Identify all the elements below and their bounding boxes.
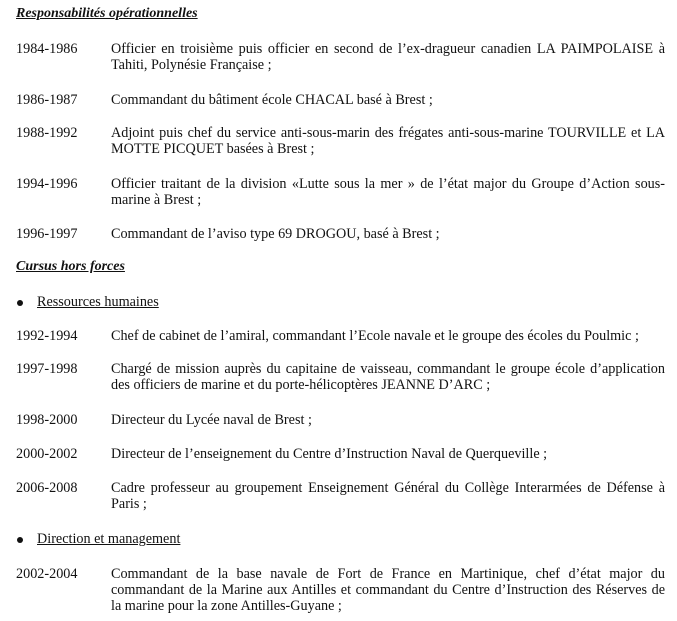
entry-years: 1988-1992 — [16, 125, 78, 141]
entry-description: Cadre professeur au groupement Enseignement Général du Collège Interarmées de Défense à Paris ; — [111, 480, 665, 512]
bullet-icon — [17, 537, 23, 543]
entry-years: 1984-1986 — [16, 41, 78, 57]
list-item — [16, 41, 665, 73]
entry-description: Commandant de l’aviso type 69 DROGOU, basé à Brest ; — [111, 226, 440, 242]
entry-description: Adjoint puis chef du service anti-sous-marin des frégates anti-sous-marine TOURVILLE et LA MOTTE PICQUET basées à Brest ; — [111, 125, 665, 157]
entry-years: 1998-2000 — [16, 412, 78, 428]
entry-years: 1986-1987 — [16, 92, 78, 108]
entry-years: 2006-2008 — [16, 480, 78, 496]
entry-description: Chef de cabinet de l’amiral, commandant l’Ecole navale et le groupe des écoles du Poulmic ; — [111, 328, 639, 344]
entry-description: Officier en troisième puis officier en second de l’ex-dragueur canadien LA PAIMPOLAISE à Tahiti, Polynésie Française ; — [111, 41, 665, 73]
entry-description: Chargé de mission auprès du capitaine de vaisseau, commandant le groupe école d’application des officiers de marine et du porte-hélicoptères JEANNE D’ARC ; — [111, 361, 665, 393]
list-item — [16, 176, 665, 208]
entry-description: Directeur de l’enseignement du Centre d’Instruction Naval de Querqueville ; — [111, 446, 548, 462]
list-item — [16, 92, 665, 108]
entry-years: 2000-2002 — [16, 446, 78, 462]
entry-years: 1996-1997 — [16, 226, 78, 242]
list-item — [16, 446, 665, 462]
entry-description: Directeur du Lycée naval de Brest ; — [111, 412, 312, 428]
subsection-heading-direction-management — [16, 531, 180, 548]
subsection-heading-human-resources — [16, 294, 159, 311]
bullet-icon — [17, 300, 23, 306]
entry-years: 2002-2004 — [16, 566, 78, 582]
entry-years: 1992-1994 — [16, 328, 78, 344]
entry-description: Officier traitant de la division «Lutte sous la mer » de l’état major du Groupe d’Action sous-marine à Brest ; — [111, 176, 665, 208]
list-item — [16, 361, 665, 393]
entry-years: 1994-1996 — [16, 176, 78, 192]
section-title-cursus: Cursus hors forces — [16, 259, 125, 274]
entry-description: Commandant de la base navale de Fort de France en Martinique, chef d’état major du commandant de la Marine aux Antilles et commandant du Centre d’Instruction des Réserves de la marine pour la zone Antilles-Guyane ; — [111, 566, 665, 614]
list-item — [16, 412, 665, 428]
subsection-label: Direction et management — [37, 531, 181, 547]
list-item — [16, 125, 665, 157]
list-item — [16, 328, 665, 344]
entry-description: Commandant du bâtiment école CHACAL basé à Brest ; — [111, 92, 433, 108]
list-item — [16, 566, 665, 614]
list-item — [16, 226, 665, 242]
entry-years: 1997-1998 — [16, 361, 78, 377]
section-title-operational: Responsabilités opérationnelles — [16, 6, 198, 21]
subsection-label: Ressources humaines — [37, 294, 159, 310]
list-item — [16, 480, 665, 512]
